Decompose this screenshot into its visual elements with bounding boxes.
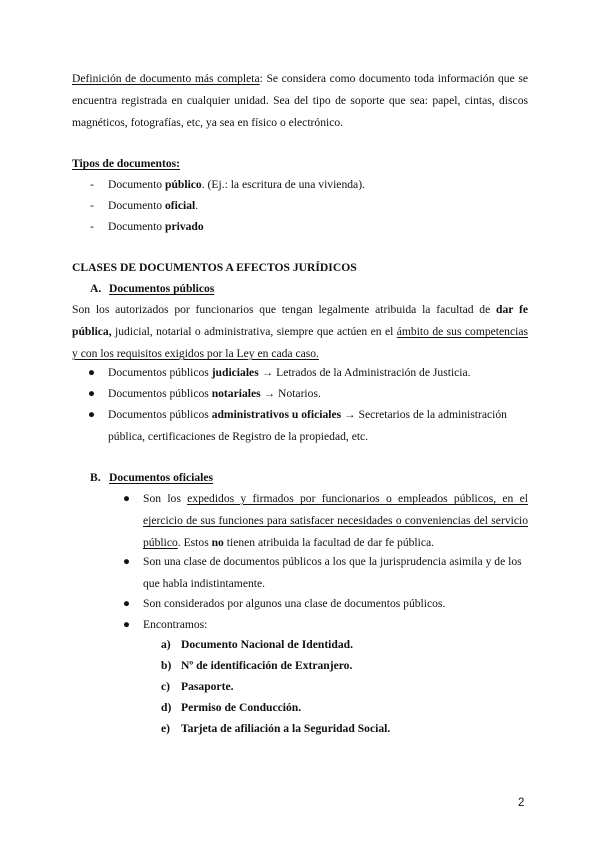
list-item: - Documento público. (Ej.: la escritura de una vivienda).: [90, 178, 365, 191]
list-item: ● Documentos públicos notariales → Notarios.: [88, 387, 321, 400]
list-item: a) Documento Nacional de Identidad.: [161, 638, 353, 651]
list-item: ● Son una clase de documentos públicos a los que la jurisprudencia asimila y de los que habla indistintamente.: [123, 555, 522, 590]
list-item: - Documento oficial.: [90, 199, 199, 212]
list-item: ● Son los expedidos y firmados por funcionarios o empleados públicos, en el ejercicio de sus funciones para satisfacer necesidades o conveniencias del servicio público. Estos no tienen atribuida la facultad de dar fe pública.: [123, 492, 528, 549]
page-number: 2: [518, 797, 525, 809]
definition-text: Se considera como documento toda información que se encuentra registrada en cualquier unidad. Sea del tipo de soporte que sea: papel, cintas, discos magnéticos, fotografías, etc, ya sea en físico o electrónico.: [72, 72, 528, 129]
section-a-paragraph: Son los autorizados por funcionarios que tengan legalmente atribuida la facultad de dar fe pública, judicial, notarial o administrativa, siempre que actúen en el ámbito de sus competencias y con los requisitos exigidos por la Ley en cada caso.: [72, 303, 528, 360]
section-a-heading: A. Documentos públicos: [90, 282, 215, 295]
definition-label: Definición de documento más completa: [72, 72, 260, 85]
list-item: ● Documentos públicos judiciales → Letrados de la Administración de Justicia.: [88, 366, 471, 379]
list-item: ● Son considerados por algunos una clase de documentos públicos.: [123, 597, 446, 610]
list-item: - Documento privado: [90, 220, 204, 233]
list-item: d) Permiso de Conducción.: [161, 701, 302, 714]
list-item: c) Pasaporte.: [161, 680, 234, 693]
tipos-heading: Tipos de documentos:: [72, 157, 181, 170]
list-item: ● Encontramos:: [123, 618, 208, 631]
section-b-heading: B. Documentos oficiales: [90, 471, 214, 484]
list-item: b) Nº de identificación de Extranjero.: [161, 659, 353, 672]
definition-paragraph: Definición de documento más completa: Se considera como documento toda información que se encuentra registrada en cualquier unidad. Sea del tipo de soporte que sea: papel, cintas, discos magnéticos, fotografías, etc, ya sea en físico o electrónico.: [72, 72, 528, 129]
list-item: ● Documentos públicos administrativos u oficiales → Secretarios de la administración pública, certificaciones de Registro de la propiedad, etc.: [88, 408, 507, 443]
list-item: e) Tarjeta de afiliación a la Seguridad Social.: [161, 722, 391, 735]
clases-heading: CLASES DE DOCUMENTOS A EFECTOS JURÍDICOS: [72, 261, 357, 274]
